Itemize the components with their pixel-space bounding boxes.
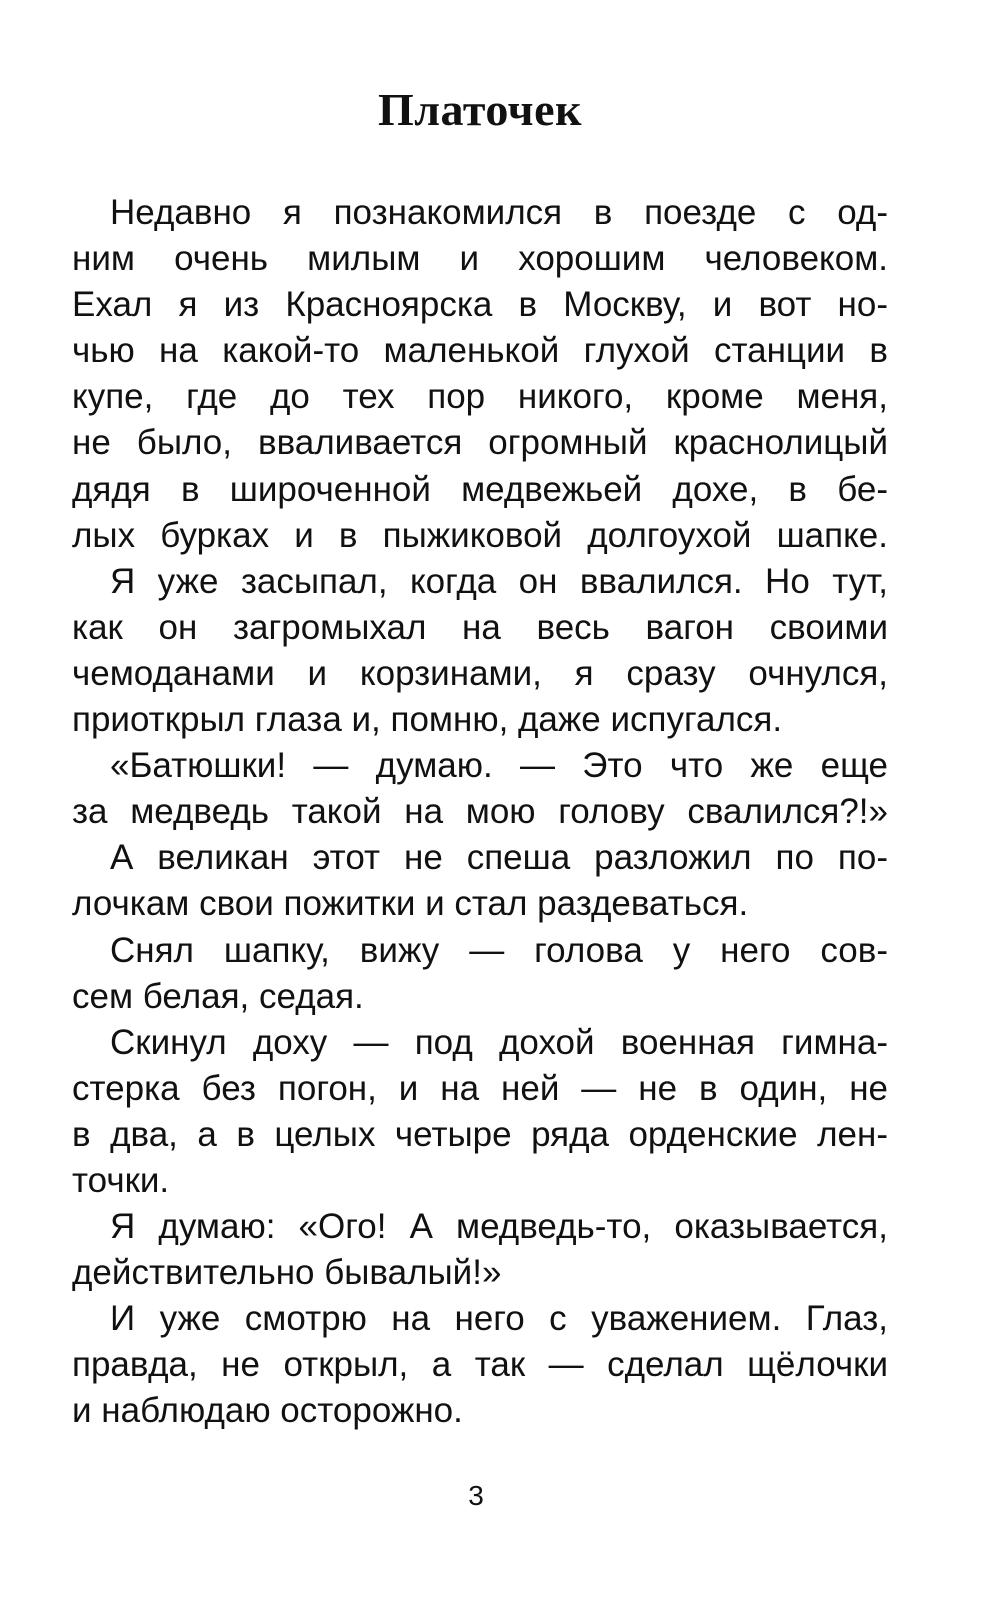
text-line: Ехал я из Красноярска в Москву, и вот но-	[72, 285, 888, 325]
text-line: Я уже засыпал, когда он ввалился. Но тут,	[110, 561, 888, 601]
paragraph	[72, 1204, 888, 1296]
text-line: Недавно я познакомился в поезде с од-	[110, 193, 888, 232]
paragraph	[72, 1020, 888, 1204]
text-line: приоткрыл глаза и, помню, даже испугался.	[72, 700, 783, 740]
text-line: А великан этот не спеша разложил по по-	[110, 838, 888, 878]
text-line: сем белая, седая.	[72, 976, 364, 1016]
text-line: не было, вваливается огромный краснолицый	[72, 423, 888, 463]
text-line: действительно бывалый!»	[72, 1253, 502, 1293]
text-line: как он загромыхал на весь вагон своими	[72, 607, 888, 647]
text-line: лых бурках и в пыжиковой долгоухой шапке.	[72, 515, 888, 555]
page-title: Платочек	[377, 84, 583, 135]
text-line: Скинул доху — под дохой военная гимна-	[110, 1022, 888, 1062]
text-line: «Батюшки! — думаю. — Это что же еще	[110, 746, 888, 786]
text-line: и наблюдаю осторожно.	[72, 1391, 463, 1431]
paragraph	[72, 190, 888, 559]
text-line: в два, а в целых четыре ряда орденские лен-	[72, 1114, 888, 1154]
paragraph	[72, 559, 888, 743]
text-line: Снял шапку, вижу — голова у него сов-	[110, 930, 888, 970]
text-line: ним очень милым и хорошим человеком.	[72, 239, 888, 279]
text-line: купе, где до тех пор никого, кроме меня,	[72, 377, 888, 417]
paragraph	[72, 743, 888, 835]
paragraph	[72, 1296, 888, 1434]
text-line: правда, не открыл, а так — сделал щёлочки	[72, 1345, 888, 1385]
text-line: чемоданами и корзинами, я сразу очнулся,	[72, 653, 888, 693]
text-line: точки.	[72, 1160, 170, 1200]
paragraph	[72, 928, 888, 1020]
story-text	[72, 190, 888, 1435]
text-line: стерка без погон, и на ней — не в один, не	[72, 1068, 888, 1108]
text-line: чью на какой-то маленькой глухой станции в	[72, 331, 888, 371]
paragraph	[72, 835, 888, 927]
text-line: дядя в широченной медвежьей дохе, в бе-	[72, 469, 888, 509]
text-line: лочкам свои пожитки и стал раздеваться.	[72, 884, 749, 924]
text-line: Я думаю: «Ого! А медведь-то, оказывается,	[110, 1207, 888, 1247]
text-line: И уже смотрю на него с уважением. Глаз,	[110, 1299, 888, 1339]
page-number: 3	[468, 1480, 484, 1511]
text-line: за медведь такой на мою голову свалился?!»	[72, 792, 888, 832]
